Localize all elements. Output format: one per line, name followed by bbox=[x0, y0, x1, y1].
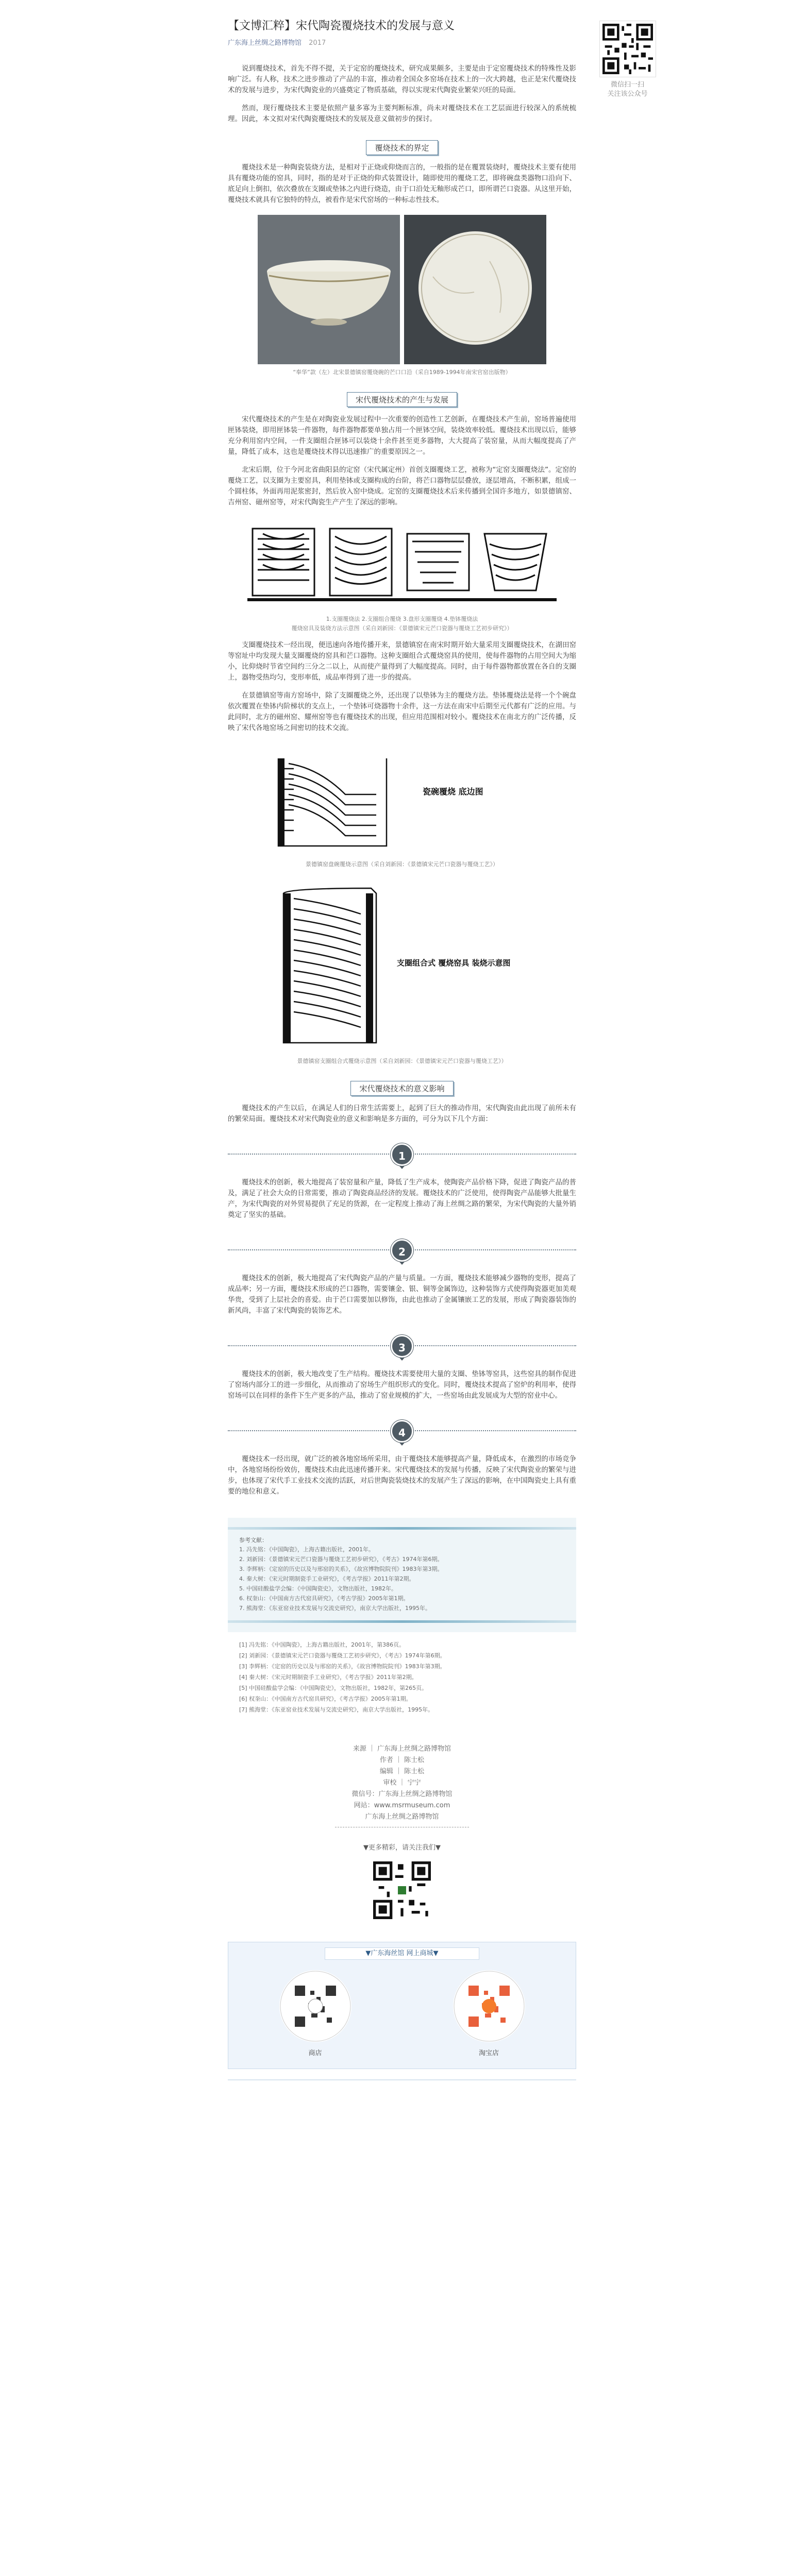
footnote-item: [4] 秦大树：《宋元时期制瓷手工业研究》，《考古学报》2011年第2期。 bbox=[239, 1674, 417, 1681]
side-qr-code[interactable] bbox=[599, 21, 656, 77]
publish-date: 2017 bbox=[309, 39, 326, 47]
point-number-1: 1 bbox=[391, 1143, 413, 1166]
footnote-item: [3] 李辉柄：《定窑的历史以及与邢窑的关系》，《故宫博物院院刊》1983年第3期。 bbox=[239, 1663, 446, 1670]
point-divider-4 bbox=[228, 1416, 576, 1447]
s2-paragraph-4: 在景德镇窑等南方窑场中，除了支圈覆烧之外，还出现了以垫钵为主的覆烧方法。垫钵覆烧法是将一个个碗盘依次覆置在垫钵内阶梯状的支点上，一个垫钵可烧器物十余件，这一方法在南宋中后期至元代都有广泛的应用。与此同时，北方的磁州窑、耀州窑等也有覆烧技术的出现，但应用范围相对较小。覆烧技术在南北方的广泛传播，反映了宋代各地窑场之间密切的技术交流。 bbox=[228, 691, 576, 732]
s2-paragraph-2: 北宋后期，位于今河北省曲阳县的定窑（宋代属定州）首创支圈覆烧工艺，被称为“定窑支圈覆烧法”。定窑的覆烧工艺，以支圈为主要窑具，利用垫钵或支圈构成的台阶，将芒口器物层层叠放，逐层增高，不断积累，组成一个圆柱体，外面再用泥浆密封，然后放入窑中烧成。定窑的支圈覆烧技术后来传播到全国许多地方，如景德镇窑、吉州窑、磁州窑等，对宋代陶瓷生产产生了深远的影响。 bbox=[228, 466, 576, 506]
shop-items bbox=[228, 1970, 576, 2057]
qr-code-icon bbox=[373, 1861, 431, 1919]
side-qr-panel bbox=[593, 21, 662, 99]
figure-bowl-stack bbox=[228, 748, 576, 869]
article-body bbox=[228, 15, 576, 2080]
credit-address: 广东海上丝绸之路博物馆 bbox=[365, 1813, 439, 1821]
store-label: 商店 bbox=[308, 2049, 322, 2057]
kiln-furniture-diagram bbox=[247, 523, 557, 611]
ref-bottom-bar bbox=[228, 1620, 576, 1623]
follow-qr-code[interactable] bbox=[371, 1859, 433, 1921]
point-3-text: 覆烧技术的创新，极大地改变了生产结构。覆烧技术需要使用大量的支圈、垫钵等窑具，这些窑具的制作促进了窑场内部分工的进一步细化，从而推动了窑场生产组织形式的变化。同时，覆烧技术提高了窑炉的利用率，使得窑场可以在同样的条件下生产更多的产品，推动了窑业规模的扩大，一些窑场由此发展成为大型的窑业中心。 bbox=[228, 1370, 576, 1400]
references-box bbox=[228, 1518, 576, 1632]
follow-text: ▼更多精彩，请关注我们▼ bbox=[363, 1844, 441, 1852]
figure-2-caption: 覆烧窑具及装烧方法示意图（采自刘新园：《景德镇宋元芒口瓷器与覆烧工艺初步研究》） bbox=[291, 625, 513, 632]
point-4-text: 覆烧技术一经出现，就广泛的被各地窑场所采用，由于覆烧技术能够提高产量，降低成本，在激烈的市场竞争中，各地窑场纷纷效仿，覆烧技术由此迅速传播开来。宋代覆烧技术的发展与传播，反映了宋代陶瓷业的繁荣与进步，也体现了宋代手工业技术交流的活跃，对后世陶瓷装烧技术的发展产生了深远的影响，在中国陶瓷史上具有重要的地位和意义。 bbox=[228, 1455, 576, 1496]
figure-1-caption: “奉华”款（左）北宋景德镇窑覆烧碗的芒口口沿（采自1989-1994年南宋官窑出版物） bbox=[293, 369, 511, 376]
figure-2-labels: 1.支圈覆烧法 2.支圈组合覆烧 3.盘形支圈覆烧 4.垫钵覆烧法 bbox=[326, 616, 478, 622]
side-qr-caption-1: 微信扫一扫 bbox=[610, 81, 644, 89]
point-number-2: 2 bbox=[391, 1239, 413, 1262]
reference-item: 2. 刘新园：《景德镇宋元芒口瓷器与覆烧工艺初步研究》，《考古》1974年第6期。 bbox=[239, 1556, 443, 1563]
taobao-qr-icon bbox=[453, 1970, 525, 2042]
follow-block bbox=[228, 1843, 576, 1921]
footnotes bbox=[228, 1639, 576, 1715]
section-heading-1: 覆烧技术的界定 bbox=[228, 140, 576, 155]
reference-item: 6. 权奎山：《中国南方古代窑具研究》，《考古学报》2005年第1期。 bbox=[239, 1595, 409, 1602]
reference-item: 1. 冯先铭：《中国陶瓷》，上海古籍出版社，2001年。 bbox=[239, 1546, 374, 1553]
point-number-4: 4 bbox=[391, 1420, 413, 1443]
reference-item: 7. 熊海堂：《东亚窑业技术发展与交流史研究》，南京大学出版社，1995年。 bbox=[239, 1605, 431, 1612]
footnote-item: [7] 熊海堂：《东亚窑业技术发展与交流史研究》，南京大学出版社，1995年。 bbox=[239, 1706, 434, 1713]
intro-paragraph-2: 然而，现行覆烧技术主要是依照产量多寡为主要判断标准，尚未对覆烧技术在工艺层面进行较深入的系统梳理。因此，本文拟对宋代陶瓷覆烧技术的发展及意义做初步的探讨。 bbox=[228, 104, 576, 123]
store-qr-icon bbox=[279, 1970, 351, 2042]
shop-item-store[interactable] bbox=[272, 1970, 359, 2057]
s3-intro-paragraph: 覆烧技术的产生以后，在满足人们的日常生活需要上，起到了巨大的推动作用，宋代陶瓷由此出现了前所未有的繁荣局面。覆烧技术对宋代陶瓷业的意义和影响是多方面的，可分为以下几个方面： bbox=[228, 1104, 576, 1123]
reference-item: 4. 秦大树：《宋元时期制瓷手工业研究》，《考古学报》2011年第2期。 bbox=[239, 1575, 415, 1582]
footnote-item: [1] 冯先铭：《中国陶瓷》，上海古籍出版社，2001年，第386页。 bbox=[239, 1641, 405, 1648]
point-number-3: 3 bbox=[391, 1335, 413, 1358]
credits-block bbox=[228, 1743, 576, 1827]
credit-site[interactable]: 网站：www.msrmuseum.com bbox=[354, 1802, 450, 1809]
shop-item-taobao[interactable] bbox=[445, 1970, 533, 2057]
credit-review: 审校 ｜ 宁宁 bbox=[383, 1779, 421, 1787]
point-divider-2 bbox=[228, 1235, 576, 1266]
bottom-divider bbox=[228, 2079, 576, 2080]
article-title: 【文博汇粹】宋代陶瓷覆烧技术的发展与意义 bbox=[228, 20, 455, 32]
ring-stack-diagram bbox=[258, 883, 546, 1053]
section-heading-2: 宋代覆烧技术的产生与发展 bbox=[228, 392, 576, 407]
figure-4-caption: 景德镇窑支圈组合式覆烧示意图（采自刘新园：《景德镇宋元芒口瓷器与覆烧工艺》） bbox=[297, 1058, 507, 1064]
s2-paragraph-1: 宋代覆烧技术的产生是在对陶瓷业发展过程中一次重要的创造性工艺创新，在覆烧技术产生前，窑场普遍使用匣钵装烧，即用匣钵装一件器物，每件器物都要单独占用一个匣钵空间，装烧效率较低。覆烧技术出现以后，能够充分利用窑内空间，一件支圈组合匣钵可以装烧十余件甚至更多器物，大大提高了装窑量，从而大幅度提高了产量，降低了成本，这也是覆烧技术得以迅速推广的重要原因之一。 bbox=[228, 415, 576, 456]
figure-kiln-diagram bbox=[228, 523, 576, 633]
shop-block bbox=[228, 1942, 576, 2069]
figure-ring-stack bbox=[228, 883, 576, 1065]
reference-item: 3. 李辉柄：《定窑的历史以及与邢窑的关系》，《故宫博物院院刊》1983年第3期。 bbox=[239, 1566, 443, 1572]
s1-paragraph: 覆烧技术是一种陶瓷装烧方法，是相对于正烧或仰烧而言的，一般指的是在覆置装烧时，覆烧技术主要有使用具有覆烧功能的窑具，同时，指的是对于正烧的仰式装置设计，随即使用的覆烧工艺，即将碗盘类器物口沿向下、底足向上倒扣，依次叠放在支圈或垫钵之内进行烧造，由于口沿处无釉形成芒口，即所谓芒口瓷器。从这里开始，覆烧技术就具有它独特的特点，被看作是宋代窑场的一种标志性技术。 bbox=[228, 163, 576, 204]
credit-source: 来源 ｜ 广东海上丝绸之路博物馆 bbox=[353, 1745, 451, 1753]
reference-item: 5. 中国硅酸盐学会编：《中国陶瓷史》，文物出版社，1982年。 bbox=[239, 1585, 397, 1592]
taobao-label: 淘宝店 bbox=[478, 2049, 499, 2057]
credit-wechat: 微信号：广东海上丝绸之路博物馆 bbox=[351, 1790, 453, 1798]
fig4-label-text: 支圈组合式 覆烧窑具 装烧示意图 bbox=[397, 958, 511, 968]
footnote-item: [6] 权奎山：《中国南方古代窑具研究》，《考古学报》2005年第1期。 bbox=[239, 1696, 412, 1702]
qr-code-icon bbox=[602, 24, 653, 74]
s2-paragraph-3: 支圈覆烧技术一经出现，便迅速向各地传播开来，景德镇窑在南宋时期开始大量采用支圈覆烧技术，在湖田窑等窑址中均发现大量支圈覆烧的窑具和芒口器物。这种支圈组合式覆烧窑具的使用，使每件器物的占用空间大为缩小，比仰烧时节省空间约三分之二以上，从而使产量得到了大幅度提高。同时，由于每件器物都放置在各自的支圈上，器物受热均匀，变形率低，成品率得到了进一步的提高。 bbox=[228, 641, 576, 682]
section-heading-3: 宋代覆烧技术的意义影响 bbox=[228, 1081, 576, 1096]
references-title: 参考文献： bbox=[239, 1537, 267, 1544]
bowl-photo-image bbox=[258, 215, 546, 364]
footnote-item: [2] 刘新园：《景德镇宋元芒口瓷器与覆烧工艺初步研究》，《考古》1974年第6期。 bbox=[239, 1652, 446, 1659]
credit-editor: 编辑 ｜ 陈士松 bbox=[379, 1768, 425, 1775]
point-1-text: 覆烧技术的创新，极大地提高了装窑量和产量，降低了生产成本，使陶瓷产品价格下降，促进了陶瓷产品的普及，满足了社会大众的日常需要，推动了陶瓷商品经济的发展。覆烧技术的广泛使用，使得陶瓷产品能够大批量生产，为宋代陶瓷的对外贸易提供了充足的货源，在一定程度上推动了海上丝绸之路的繁荣，为宋代陶瓷的大量外销奠定了坚实的基础。 bbox=[228, 1178, 576, 1219]
credit-author: 作者 ｜ 陈士松 bbox=[379, 1756, 425, 1764]
footnote-item: [5] 中国硅酸盐学会编：《中国陶瓷史》，文物出版社，1982年，第265页。 bbox=[239, 1685, 428, 1691]
point-divider-1 bbox=[228, 1139, 576, 1170]
bowl-stack-diagram bbox=[258, 748, 546, 856]
account-link[interactable]: 广东海上丝绸之路博物馆 bbox=[228, 39, 302, 47]
article-meta bbox=[228, 39, 576, 48]
figure-bowls bbox=[228, 215, 576, 377]
shop-title: ▼广东海丝馆 网上商城▼ bbox=[325, 1947, 479, 1960]
intro-paragraph-1: 说到覆烧技术，首先不得不提，关于定窑的覆烧技术，研究成果颇多，主要是由于定窑覆烧技术的特殊性及影响广泛。有人称，技术之进步推动了产品的丰富，推动着全国众多窑场在技术上的一次大跨越，也正是宋代覆烧技术的发展与进步，为宋代陶瓷业的兴盛奠定了物质基础，得以实现宋代陶瓷业繁荣兴旺的局面。 bbox=[228, 64, 576, 94]
fig3-label-text: 瓷碗覆烧 底边图 bbox=[423, 787, 483, 796]
ref-top-bar bbox=[228, 1527, 576, 1530]
side-qr-caption-2: 关注该公众号 bbox=[607, 90, 648, 98]
point-2-text: 覆烧技术的创新，极大地提高了宋代陶瓷产品的产量与质量。一方面，覆烧技术能够减少器物的变形，提高了成品率；另一方面，覆烧技术形成的芒口器物，需要镶金、银、铜等金属饰边，这种装饰方式使得陶瓷器更加美观华贵，受到了上层社会的喜爱。由于芒口需要加以修饰，由此也推动了金属镶嵌工艺的发展，形成了陶瓷器装饰的新风尚，丰富了宋代陶瓷的装饰艺术。 bbox=[228, 1274, 576, 1315]
figure-3-caption: 景德镇窑盘碗覆烧示意图（采自刘新园：《景德镇宋元芒口瓷器与覆烧工艺》） bbox=[306, 861, 498, 868]
point-divider-3 bbox=[228, 1331, 576, 1362]
